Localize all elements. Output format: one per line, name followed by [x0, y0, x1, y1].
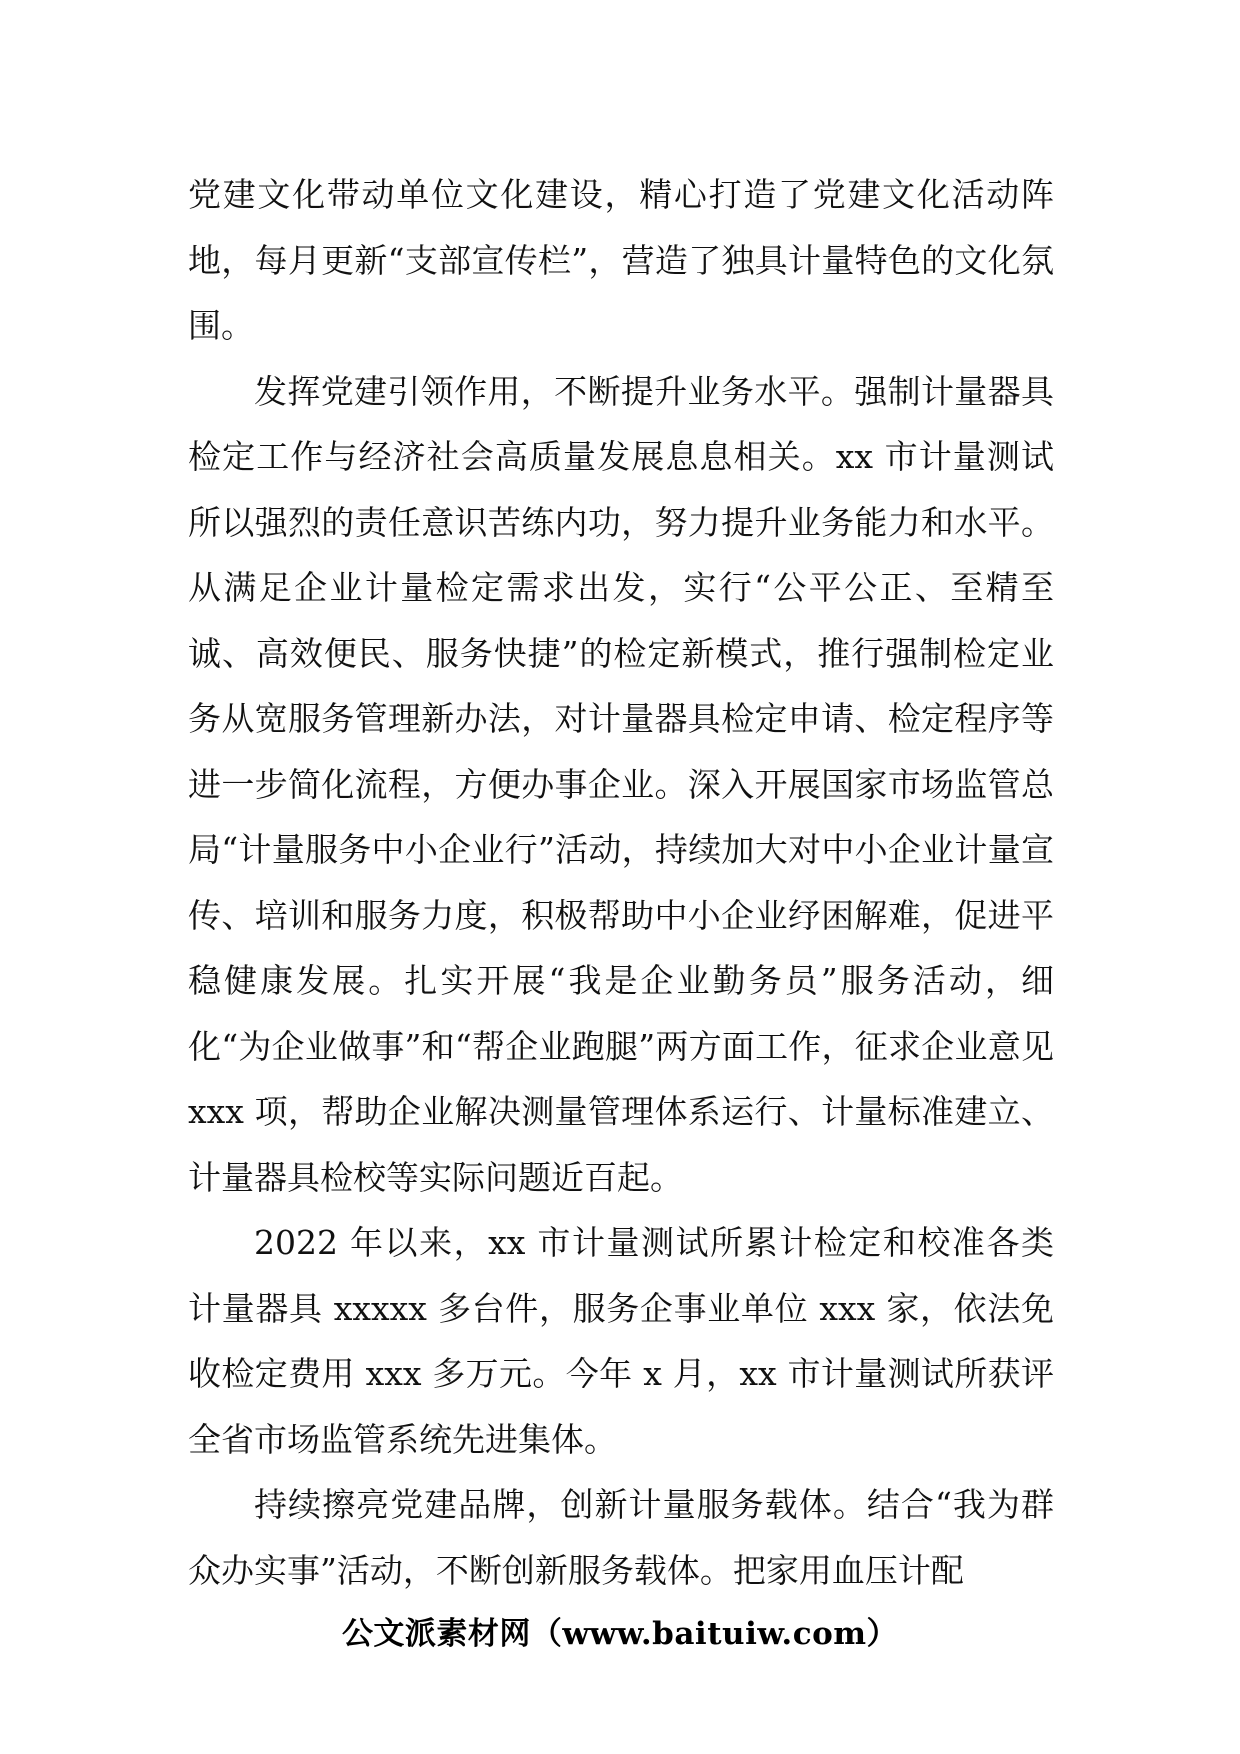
- paragraph-business-level: 发挥党建引领作用，不断提升业务水平。强制计量器具检定工作与经济社会高质量发展息息相关。xx 市计量测试所以强烈的责任意识苦练内功，努力提升业务能力和水平。从满足企业计量检定需求出发，实行“公平公正、至精至诚、高效便民、服务快捷”的检定新模式，推行强制检定业务从宽服务管理新办法，对计量器具检定申请、检定程序等进一步简化流程，方便办事企业。深入开展国家市场监管总局“计量服务中小企业行”活动，持续加大对中小企业计量宣传、培训和服务力度，积极帮助中小企业纾困解难，促进平稳健康发展。扎实开展“我是企业勤务员”服务活动，细化“为企业做事”和“帮企业跑腿”两方面工作，征求企业意见 xxx 项，帮助企业解决测量管理体系运行、计量标准建立、计量器具检校等实际问题近百起。: [188, 371, 1054, 1197]
- watermark-footer: 公文派素材网（www.baituiw.com）: [341, 1616, 899, 1652]
- paragraph-brand: 持续擦亮党建品牌，创新计量服务载体。结合“我为群众办实事”活动，不断创新服务载体。把家用血压计配: [188, 1485, 1054, 1590]
- paragraph-continuation: 党建文化带动单位文化建设，精心打造了党建文化活动阵地，每月更新“支部宣传栏”，营造了独具计量特色的文化氛围。: [188, 175, 1054, 345]
- paragraph-statistics: 2022 年以来，xx 市计量测试所累计检定和校准各类计量器具 xxxxx 多台件，服务企事业单位 xxx 家，依法免收检定费用 xxx 多万元。今年 x 月，xx 市计量测试所获评全省市场监管系统先进集体。: [188, 1223, 1054, 1459]
- document-body: [188, 162, 1054, 1603]
